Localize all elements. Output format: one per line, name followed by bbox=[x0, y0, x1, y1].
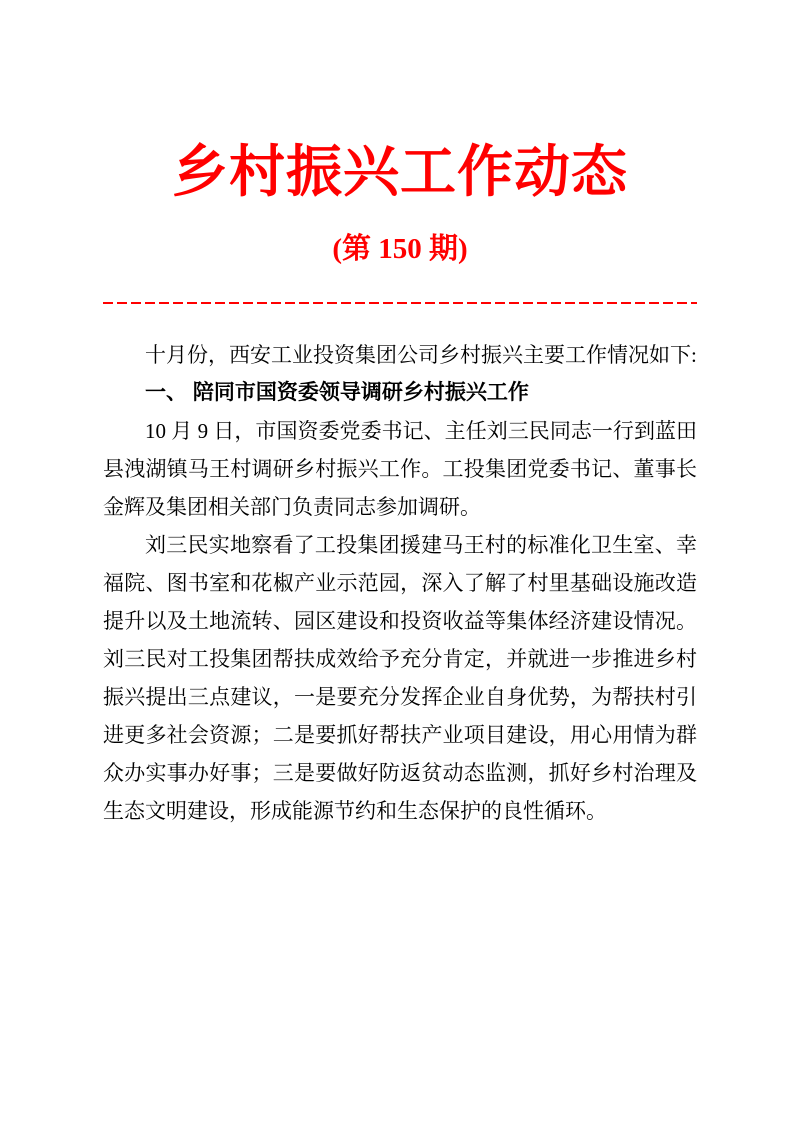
intro-paragraph: 十月份，西安工业投资集团公司乡村振兴主要工作情况如下: bbox=[145, 343, 697, 367]
document-body bbox=[103, 336, 697, 830]
body-paragraph-2: 刘三民实地察看了工投集团援建马王村的标准化卫生室、幸福院、图书室和花椒产业示范园，深入了解了村里基础设施改造提升以及土地流转、园区建设和投资收益等集体经济建设情况。刘三民对工投集团帮扶成效给予充分肯定，并就进一步推进乡村振兴提出三点建议，一是要充分发挥企业自身优势，为帮扶村引进更多社会资源；二是要抓好帮扶产业项目建设，用心用情为群众办实事办好事；三是要做好防返贫动态监测，抓好乡村治理及生态文明建设，形成能源节约和生态保护的良性循环。 bbox=[103, 533, 697, 823]
body-paragraph-1: 10 月 9 日，市国资委党委书记、主任刘三民同志一行到蓝田县洩湖镇马王村调研乡村振兴工作。工投集团党委书记、董事长金辉及集团相关部门负责同志参加调研。 bbox=[103, 419, 697, 519]
red-dashed-divider bbox=[103, 302, 697, 304]
document-title: 乡村振兴工作动态 bbox=[172, 142, 628, 204]
section-heading: 一、 陪同市国资委领导调研乡村振兴工作 bbox=[145, 381, 529, 404]
issue-number: (第 150 期) bbox=[332, 233, 468, 265]
